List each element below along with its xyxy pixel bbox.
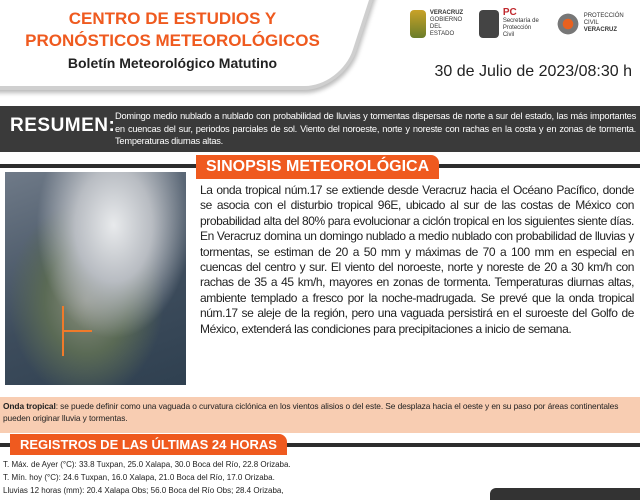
logo-text: PROTECCIÓN CIVIL: [583, 13, 624, 26]
summary-text: Domingo medio nublado a nublado con probabilidad de lluvias y tormentas dispersas de norte a sur del estado, las más importantes en cuencas del sur, periodos parciales de sol. Viento del noroeste, norte y noreste con rachas en la costa y en zonas de tormenta. Temperaturas diurnas altas.: [115, 111, 636, 146]
glossary-term: Onda tropical: [3, 401, 56, 411]
logo-text: VERACRUZ: [429, 9, 464, 16]
veracruz-logo: [410, 10, 467, 38]
logos: [410, 8, 640, 39]
glossary-definition: : se puede definir como una vaguada o curvatura ciclónica en los vientos alisios o del este. Se desplaza hacia el oeste y en su paso por áreas continentales pueden originar lluvia y tormentas.: [3, 401, 619, 423]
header: [0, 0, 640, 100]
pc-emblem-icon: [556, 12, 580, 36]
shield-icon: [410, 10, 426, 38]
pc-veracruz-logo: [556, 12, 640, 36]
logo-text: VERACRUZ: [583, 27, 618, 33]
page-title-line1: CENTRO DE ESTUDIOS Y: [68, 9, 277, 28]
records-heading: REGISTROS DE LAS ÚLTIMAS 24 HORAS: [10, 434, 287, 455]
logo-text: Secretaría de: [502, 18, 539, 24]
satellite-image: [5, 172, 186, 385]
records-list: [3, 458, 291, 497]
synopsis-text: La onda tropical núm.17 se extiende desde Veracruz hacia el Océano Pacífico, donde se asocia con el disturbio tropical 96E, ubicado al sur de las costas de México con probabilidad alta del 80% para evolucionar a ciclón tropical en los siguientes siente días. En Veracruz domina un domingo nublado a medio nublado con probabilidad de lluvias y tormentas, se estiman de 20 a 50 mm y máximas de 70 a 100 mm en especial en cuencas del centro y sur. El viento del noroeste, norte y noreste de 20 a 30 km/h con rachas de 35 a 45 km/h, mayores en zonas de tormenta. Temperaturas diurnas altas, ambiente templado a fresco por la noche-madrugada. Se prevé que la onda tropical núm.17 se aleje de la región, pero una vaguada persistirá en el suroeste del Golfo de México, extenderá las condiciones para precipitaciones a inicio de semana.: [200, 183, 634, 336]
logo-text: Protección Civil: [502, 25, 532, 38]
logo-text: DEL ESTADO: [429, 23, 455, 37]
seal-icon: [479, 10, 499, 38]
record-min-temp: T. Mín. hoy (°C): 24.6 Tuxpan, 16.0 Xalapa, 21.0 Boca del Río, 17.0 Orizaba.: [3, 473, 275, 482]
summary-label: RESUMEN:: [10, 115, 116, 136]
record-rain: Lluvias 12 horas (mm): 20.4 Xalapa Obs; 56.0 Boca del Río Obs; 28.4 Orizaba,: [3, 486, 284, 495]
record-max-temp: T. Máx. de Ayer (°C): 33.8 Tuxpan, 25.0 Xalapa, 30.0 Boca del Río, 22.8 Orizaba.: [3, 460, 291, 469]
summary-band: [0, 106, 640, 152]
tropical-wave-marker-arrow: [62, 330, 92, 332]
logo-text: PC: [502, 7, 517, 18]
proteccion-civil-logo: [479, 8, 544, 39]
glossary-note: [0, 397, 640, 433]
page-title-line2: PRONÓSTICOS METEOROLÓGICOS: [25, 31, 320, 50]
next-section-tab: [490, 488, 640, 500]
bulletin-date: 30 de Julio de 2023/08:30 h: [434, 63, 632, 80]
logo-text: GOBIERNO: [429, 16, 463, 23]
page-subtitle: Boletín Meteorológico Matutino: [67, 55, 278, 71]
synopsis-heading: SINOPSIS METEOROLÓGICA: [196, 155, 439, 179]
